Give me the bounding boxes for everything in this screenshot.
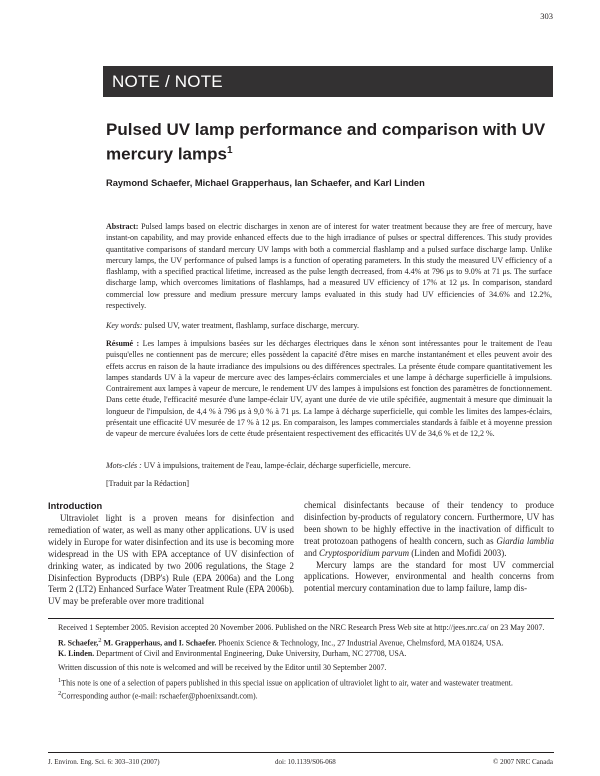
page-number: 303	[540, 11, 553, 21]
intro-heading: Introduction	[48, 501, 103, 511]
copyright: © 2007 NRC Canada	[493, 758, 553, 766]
bottom-divider	[48, 752, 554, 753]
abstract-text: Pulsed lamps based on electric discharges in xenon are of interest for water treatment because they are free of mercury, have instant-on capability, and may provide enhanced effects due to the high irradiance of pulses or spectral differences. This study provides quantitative comparisons of standard mercury UV lamps with both a commercial flashlamp and a pulsed surface discharge lamp. Unlike mercury lamps, the UV performance of pulsed lamps is a function of operating parameters. In this study the measured UV efficiency of a flashlamp, with a specified practical lifetime, increased as the pulse length decreased, from 4.4% at 796 μs to 9.0% at 71 μs. The surface discharge lamp, which overcomes limitations of flashlamps, had a measured UV efficiency of 17% at 12 μs. In comparison, standard commercial low pressure and medium pressure mercury lamps evaluated in this study had UV efficiencies of 34.6% and 12.2%, respectively.	[106, 222, 553, 311]
affil-names: M. Grapperhaus, and I. Schaefer.	[101, 638, 217, 648]
author-list: Raymond Schaefer, Michael Grapperhaus, Ian Schaefer, and Karl Linden	[106, 178, 425, 188]
keywords	[106, 320, 552, 331]
footnote-mark: 2	[58, 689, 62, 697]
affil-names: K. Linden.	[58, 649, 95, 659]
journal-reference: J. Environ. Eng. Sci. 6: 303–310 (2007)	[48, 758, 160, 766]
body-column-left	[48, 500, 294, 608]
footnote-text: Corresponding author (e-mail: rschaefer@phoenixsandt.com).	[61, 691, 258, 701]
title-footnote-mark: 1	[226, 145, 233, 156]
resume	[106, 338, 552, 440]
intro-text-run: chemical disinfectants because of their tendency to produce disinfection by-products of regulatory concern. Furthermore, UV has been shown to be highly effective in the inactivation of difficult to treat protozoan pathogens of health concern, such as	[304, 500, 554, 546]
intro-paragraph-2: Mercury lamps are the standard for most UV commercial applications. However, environmental and health concerns from potential mercury contamination due to lamp failure, lamp dis-	[304, 559, 554, 594]
affiliation-1	[58, 636, 552, 659]
resume-label: Résumé :	[106, 339, 140, 348]
mots-cles	[106, 460, 552, 471]
affil-text: Department of Civil and Environmental Engineering, Duke University, Durham, NC 27708, USA.	[94, 649, 407, 659]
keywords-label: Key words:	[106, 321, 143, 330]
article-footnotes	[58, 623, 552, 705]
translation-note: [Traduit par la Rédaction]	[106, 479, 190, 488]
received-dates: Received 1 September 2005. Revision accepted 20 November 2006. Published on the NRC Research Press Web site at http://jees.nrc.ca/ on 23 May 2007.	[58, 623, 545, 632]
footnote-2	[58, 689, 552, 702]
footer-divider	[48, 618, 554, 619]
footnote-1	[58, 676, 552, 689]
footnote-text: This note is one of a selection of papers published in this special issue on application of ultraviolet light to air, water and wastewater treatment.	[61, 678, 513, 688]
note-banner: NOTE / NOTE	[103, 66, 553, 97]
species-name: Cryptosporidium parvum	[319, 547, 410, 558]
affil-names: R. Schaefer,	[58, 638, 99, 648]
body-column-right	[304, 500, 554, 595]
title-text: Pulsed UV lamp performance and comparison with UV mercury lamps	[106, 120, 546, 164]
species-name: Giardia lamblia	[496, 535, 554, 546]
article-title	[106, 119, 556, 165]
intro-text-run: (Linden and Mofidi 2003).	[409, 547, 507, 558]
mots-cles-label: Mots-clés :	[106, 461, 142, 470]
intro-text-run: and	[304, 547, 320, 558]
intro-paragraph-1-cont	[304, 500, 554, 560]
discussion-note: Written discussion of this note is welcomed and will be received by the Editor until 30 September 2007.	[58, 662, 387, 672]
affil-sup: 2	[98, 637, 102, 645]
intro-paragraph-1: Ultraviolet light is a proven means for disinfection and remediation of water, as well as many other applications. UV is used widely in Europe for water disinfection and its use is becoming more widespread in the US with EPA acceptance of UV disinfection of drinking water, as indicated by two 2006 regulations, the Stage 2 Disinfection Byproducts (DBP's) Rule (EPA 2006a) and the Long Term 2 (LT2) Enhanced Surface Water Treatment Rule (EPA 2006b). UV may be preferable over more traditional	[48, 513, 294, 607]
affil-text: Phoenix Science & Technology, Inc., 27 Industrial Avenue, Chelmsford, MA 01824, USA.	[216, 638, 504, 648]
doi: doi: 10.1139/S06-068	[275, 758, 336, 766]
mots-cles-text: UV à impulsions, traitement de l'eau, lampe-éclair, décharge superficielle, mercure.	[143, 461, 411, 470]
keywords-text: pulsed UV, water treatment, flashlamp, surface discharge, mercury.	[144, 321, 360, 330]
footnote-mark: 1	[58, 676, 62, 684]
resume-text: Les lampes à impulsions basées sur les décharges électriques dans le xénon sont intéressantes pour le traitement de l'eau puisqu'elles ne contiennent pas de mercure; elles possèdent la capacité d'être mises en marche instantanément et elles peuvent avoir des effets accrus en raison de la haute irradiance des impulsions ou des différences spectrales. La présente étude compare quantitativement les lampes standards UV à la vapeur de mercure avec des lampes-éclairs commerciales et une lampe à décharge superficielle à impulsions. Contrairement aux lampes à vapeur de mercure, le rendement UV des lampes à impulsions est fonction des paramètres de fonctionnement. Dans cette étude, l'efficacité mesurée d'une lampe-éclair UV, ayant une durée de vie utile spécifiée, augmentait à mesure que diminuait la longueur de l'impulsion, de 4,4 % à 796 μs à 9,0 % à 71 μs. La lampe à décharge superficielle, qui comble les limites des lampes-éclairs, présentait une efficacité UV mesurée de 17 % à 12 μs. En comparaison, les lampes commerciales standards à faible et à moyenne pression de vapeur de mercure évaluées lors de cette étude présentaient respectivement des efficacités UV de 34,6 % et de 12,2 %.	[106, 339, 552, 439]
abstract-label: Abstract:	[106, 222, 139, 231]
abstract	[106, 221, 552, 311]
